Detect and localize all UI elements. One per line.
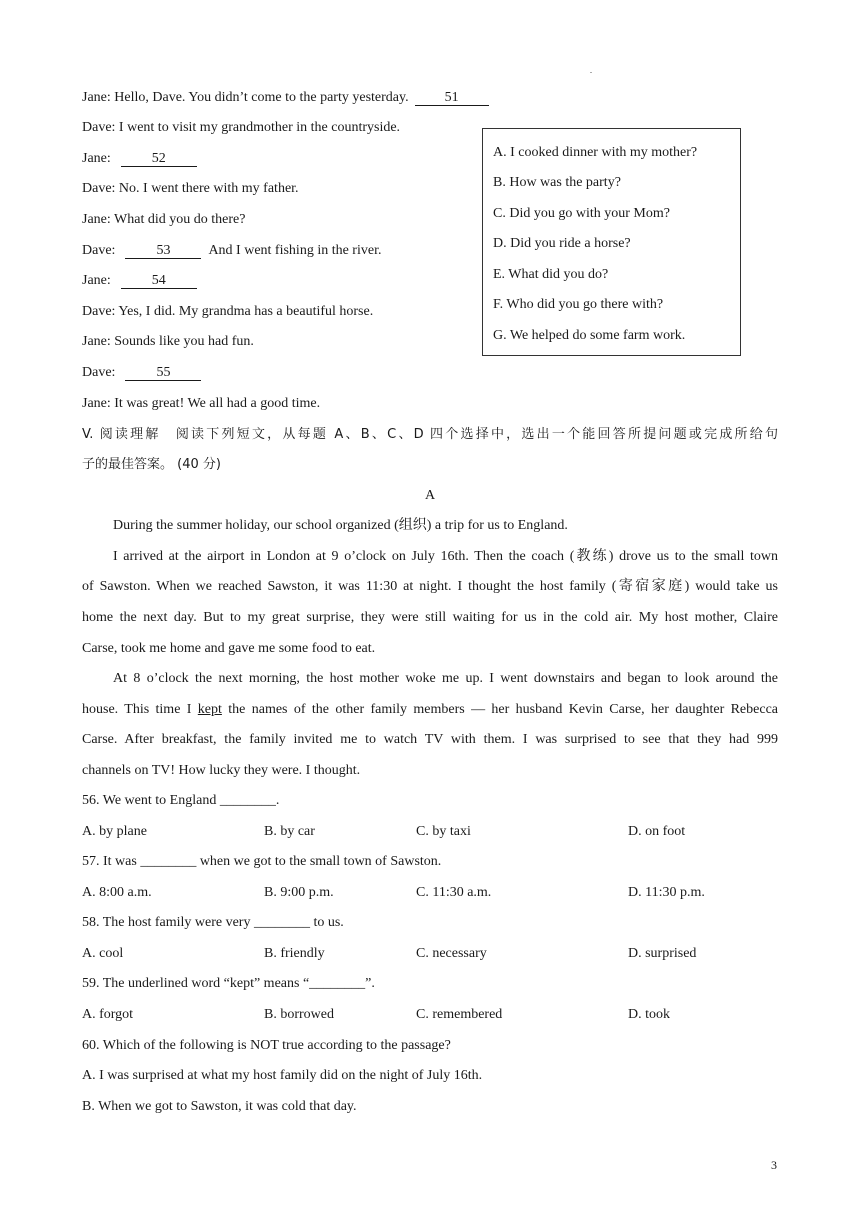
- question-56-stem: 56. We went to England ________.: [82, 793, 280, 808]
- dialogue-line-54: [82, 272, 197, 290]
- dialogue-line-53: [82, 242, 381, 260]
- answer-blank-54[interactable]: 54: [121, 273, 197, 289]
- dialogue-text: Jane: Hello, Dave. You didn’t come to the party yesterday.: [82, 90, 409, 105]
- q60-option-a[interactable]: A. I was surprised at what my host family did on the night of July 16th.: [82, 1068, 483, 1083]
- q59-option-b[interactable]: B. borrowed: [264, 1007, 334, 1022]
- dialogue-line: Jane: What did you do there?: [82, 212, 246, 227]
- passage-line: [82, 701, 778, 719]
- dialogue-line: Dave: Yes, I did. My grandma has a beautiful horse.: [82, 304, 374, 319]
- question-58-stem: 58. The host family were very ________ to us.: [82, 915, 344, 930]
- dialogue-line: Dave: No. I went there with my father.: [82, 181, 299, 196]
- option-a: A. I cooked dinner with my mother?: [493, 145, 698, 160]
- q56-option-a[interactable]: A. by plane: [82, 824, 147, 839]
- question-57-stem: 57. It was ________ when we got to the small town of Sawston.: [82, 854, 442, 869]
- page-number: 3: [771, 1158, 777, 1172]
- answer-blank-51[interactable]: 51: [415, 90, 489, 106]
- dialogue-text: And I went fishing in the river.: [208, 243, 382, 258]
- q57-option-b[interactable]: B. 9:00 p.m.: [264, 885, 334, 900]
- q56-option-d[interactable]: D. on foot: [628, 824, 686, 839]
- speaker-label: Jane:: [82, 273, 111, 288]
- q57-option-d[interactable]: D. 11:30 p.m.: [628, 885, 705, 900]
- option-f: F. Who did you go there with?: [493, 297, 664, 312]
- answer-blank-55[interactable]: 55: [125, 365, 201, 381]
- q59-option-c[interactable]: C. remembered: [416, 1007, 503, 1022]
- dialogue-line-55: [82, 364, 201, 382]
- header-dot: .: [590, 66, 592, 75]
- q59-option-d[interactable]: D. took: [628, 1007, 670, 1022]
- q57-option-c[interactable]: C. 11:30 a.m.: [416, 885, 492, 900]
- answer-blank-53[interactable]: 53: [125, 243, 201, 259]
- passage-line: of Sawston. When we reached Sawston, it was 11:30 at night. I thought the host family (寄宿家庭) would take us: [82, 579, 778, 594]
- option-e: E. What did you do?: [493, 267, 609, 282]
- answer-blank-52[interactable]: 52: [121, 151, 197, 167]
- option-g: G. We helped do some farm work.: [493, 328, 686, 343]
- passage-text: house. This time I: [82, 702, 198, 717]
- speaker-label: Jane:: [82, 151, 111, 166]
- question-59-stem: 59. The underlined word “kept” means “________”.: [82, 976, 375, 991]
- q56-option-b[interactable]: B. by car: [264, 824, 315, 839]
- dialogue-line: Jane: Sounds like you had fun.: [82, 334, 254, 349]
- section-v-instruction-cont: 子的最佳答案。 (40 分): [82, 457, 221, 472]
- passage-paragraph-1: During the summer holiday, our school organized (组织) a trip for us to England.: [113, 518, 568, 533]
- passage-text: the names of the other family members — her husband Kevin Carse, her daughter Rebecca: [221, 702, 778, 717]
- speaker-label: Dave:: [82, 365, 116, 380]
- option-d: D. Did you ride a horse?: [493, 236, 631, 251]
- passage-line: I arrived at the airport in London at 9 o’clock on July 16th. Then the coach (教练) drove us to the small town: [113, 549, 778, 564]
- q58-option-a[interactable]: A. cool: [82, 946, 124, 961]
- passage-line: channels on TV! How lucky they were. I thought.: [82, 763, 361, 778]
- q56-option-c[interactable]: C. by taxi: [416, 824, 471, 839]
- q60-option-b[interactable]: B. When we got to Sawston, it was cold that day.: [82, 1099, 357, 1114]
- q57-option-a[interactable]: A. 8:00 a.m.: [82, 885, 152, 900]
- dialogue-line-52: [82, 150, 197, 168]
- passage-label: A: [424, 488, 436, 503]
- passage-line: Carse. After breakfast, the family invited me to watch TV with them. I was surprised to see that they had 999: [82, 732, 778, 747]
- q58-option-b[interactable]: B. friendly: [264, 946, 325, 961]
- dialogue-line-51: [82, 89, 489, 107]
- dialogue-line: Dave: I went to visit my grandmother in the countryside.: [82, 120, 401, 135]
- section-v-instruction: V. 阅读理解 阅读下列短文，从每题 A、B、C、D 四个选择中，选出一个能回答所提问题或完成所给句: [82, 427, 778, 442]
- option-b: B. How was the party?: [493, 175, 621, 190]
- q58-option-c[interactable]: C. necessary: [416, 946, 487, 961]
- speaker-label: Dave:: [82, 243, 116, 258]
- passage-line: home the next day. But to my great surprise, they were still waiting for us in the cold air. My host mother, Claire: [82, 610, 778, 625]
- options-box: [482, 128, 741, 356]
- question-60-stem: 60. Which of the following is NOT true according to the passage?: [82, 1038, 451, 1053]
- passage-line: Carse, took me home and gave me some food to eat.: [82, 641, 376, 656]
- q58-option-d[interactable]: D. surprised: [628, 946, 697, 961]
- underlined-word-kept: kept: [197, 702, 222, 717]
- option-c: C. Did you go with your Mom?: [493, 206, 670, 221]
- q59-option-a[interactable]: A. forgot: [82, 1007, 134, 1022]
- dialogue-line: Jane: It was great! We all had a good time.: [82, 396, 321, 411]
- passage-line: At 8 o’clock the next morning, the host mother woke me up. I went downstairs and began to look around the: [113, 671, 778, 686]
